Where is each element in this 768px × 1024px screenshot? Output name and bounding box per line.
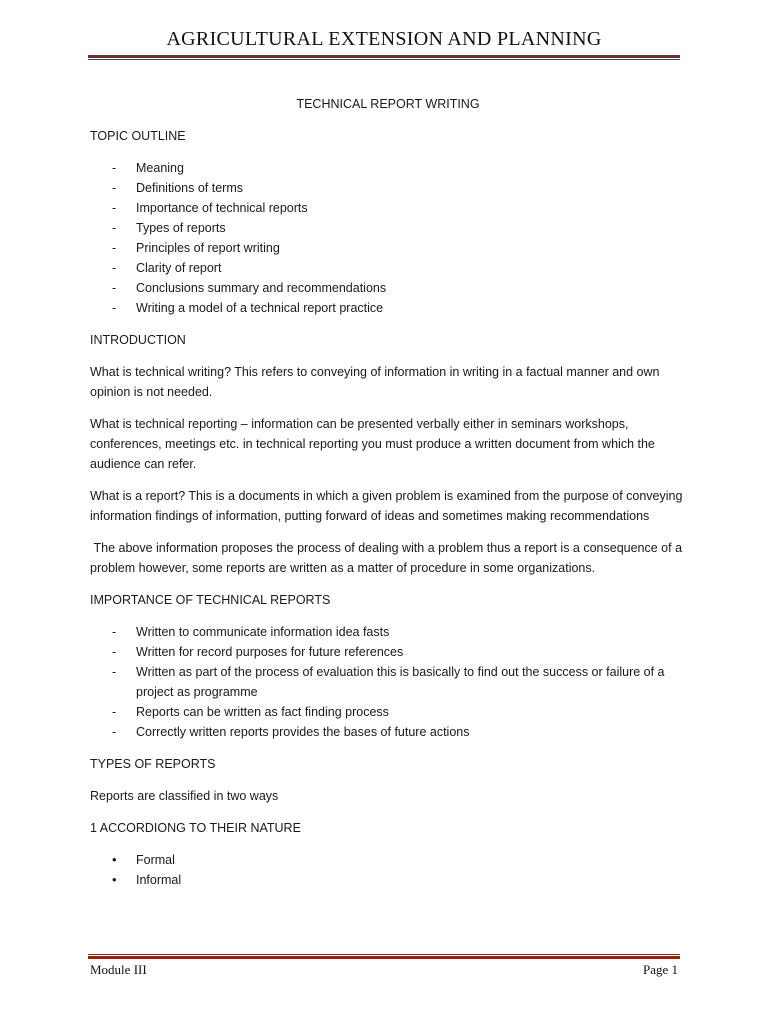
header-rule [88,55,680,60]
dash-marker: - [112,705,117,719]
list-item: - Meaning [90,158,686,178]
list-item: • Informal [90,870,686,890]
list-item: - Clarity of report [90,258,686,278]
list-item: - Reports can be written as fact finding process [90,702,686,722]
list-item: - Definitions of terms [90,178,686,198]
page-content [90,94,686,902]
list-item: - Principles of report writing [90,238,686,258]
types-intro: Reports are classified in two ways [90,789,279,803]
bullet-marker: • [112,872,117,887]
dash-marker: - [112,161,117,175]
topic-outline-list [90,158,686,318]
types-subheading: 1 ACCORDIONG TO THEIR NATURE [90,821,301,835]
intro-paragraph: What is technical writing? This refers to conveying of information in writing in a factual manner and own opinion is not needed. [90,365,660,399]
list-item: - Types of reports [90,218,686,238]
list-item: - Correctly written reports provides the bases of future actions [90,722,686,742]
dash-marker: - [112,625,117,639]
introduction-heading: INTRODUCTION [90,333,186,347]
list-item: - Conclusions summary and recommendations [90,278,686,298]
dash-marker: - [112,645,117,659]
types-nature-list [90,850,686,890]
topic-outline-heading: TOPIC OUTLINE [90,129,186,143]
importance-list [90,622,686,742]
dash-marker: - [112,301,117,315]
footer-page-number: Page 1 [642,962,678,977]
dash-marker: - [112,221,117,235]
bullet-marker: • [112,852,117,867]
dash-marker: - [112,281,117,295]
list-item: • Formal [90,850,686,870]
intro-paragraph: What is technical reporting – information can be presented verbally either in seminars workshops, conferences, meetings etc. in technical reporting you must produce a written document from which the audience can refer. [90,417,655,471]
footer-rule [88,954,680,959]
footer-module-label: Module III [90,962,147,977]
dash-marker: - [112,181,117,195]
list-item: - Written for record purposes for future references [90,642,686,662]
importance-heading: IMPORTANCE OF TECHNICAL REPORTS [90,593,331,607]
dash-marker: - [112,241,117,255]
dash-marker: - [112,201,117,215]
intro-paragraph: What is a report? This is a documents in which a given problem is examined from the purpose of conveying information findings of information, putting forward of ideas and sometimes making recommendations [90,489,683,523]
types-heading: TYPES OF REPORTS [90,757,216,771]
list-item: - Written to communicate information idea fasts [90,622,686,642]
dash-marker: - [112,261,117,275]
list-item: - Importance of technical reports [90,198,686,218]
intro-paragraph: The above information proposes the process of dealing with a problem thus a report is a consequence of a problem however, some reports are written as a matter of procedure in some organizations. [90,541,686,575]
section-title: TECHNICAL REPORT WRITING [296,97,480,111]
list-item: - Written as part of the process of evaluation this is basically to find out the success or failure of a project as programme [90,662,686,702]
running-header-title: AGRICULTURAL EXTENSION AND PLANNING [166,28,602,50]
dash-marker: - [112,665,117,679]
dash-marker: - [112,725,117,739]
list-item: - Writing a model of a technical report practice [90,298,686,318]
